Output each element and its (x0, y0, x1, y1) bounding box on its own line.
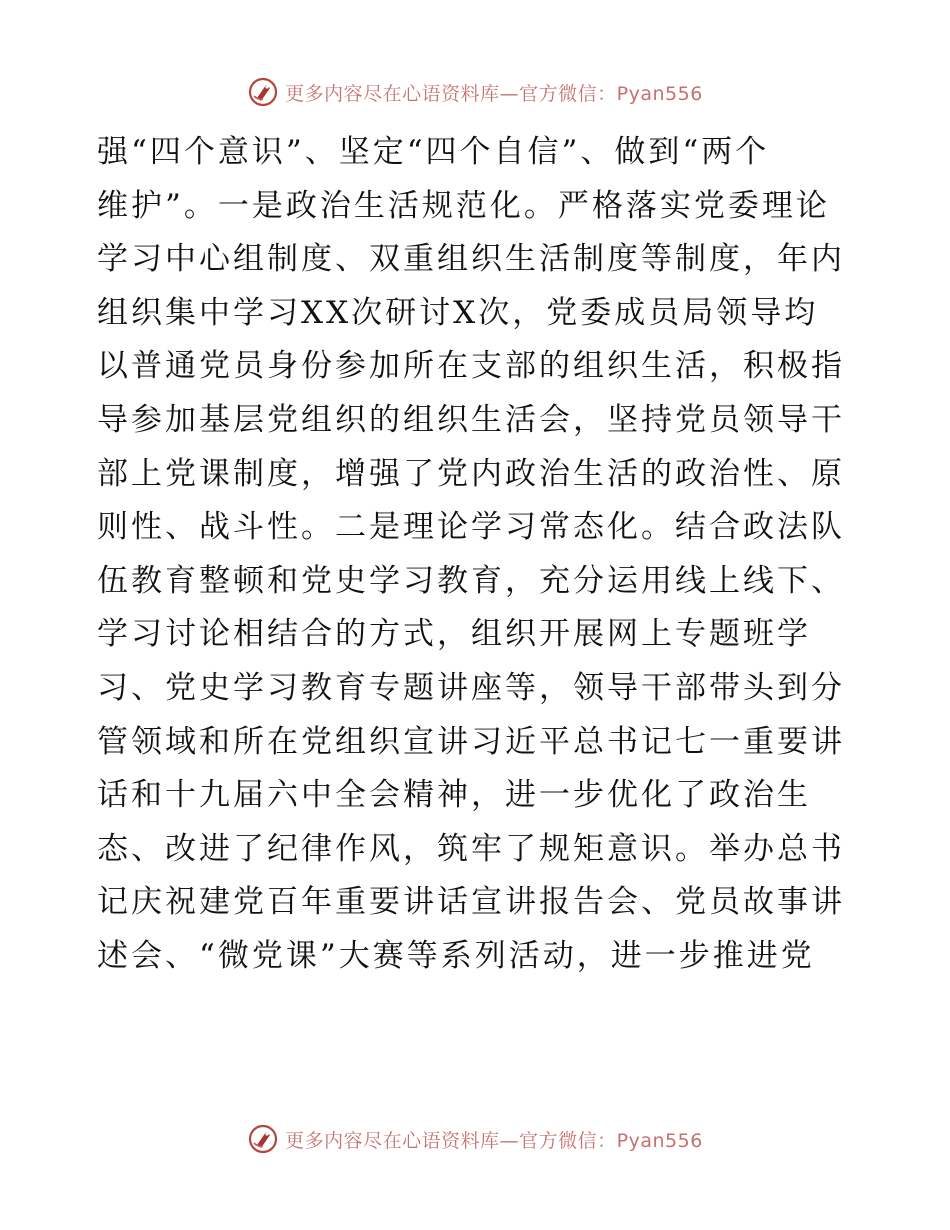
header-watermark (0, 72, 950, 112)
footer-text: 更多内容尽在心语资料库—官方微信：Pyan556 (285, 1129, 703, 1152)
body-line-11: 习、党史学习教育专题讲座等，领导干部带头到分 (97, 669, 845, 706)
footer-watermark (0, 1119, 950, 1159)
pen-nib-circle-icon (247, 76, 279, 108)
body-line-14: 态、改进了纪律作风，筑牢了规矩意识。举办总书 (97, 830, 845, 867)
body-line-2: 维护”。一是政治生活规范化。严格落实党委理论 (97, 187, 830, 224)
body-line-16: 述会、“微党课”大赛等系列活动，进一步推进党 (97, 937, 815, 974)
body-line-4: 组织集中学习XX次研讨X次，党委成员局领导均 (97, 294, 819, 331)
body-line-10: 学习讨论相结合的方式，组织开展网上专题班学 (97, 616, 811, 653)
body-line-9: 伍教育整顿和党史学习教育，充分运用线上线下、 (97, 562, 845, 599)
body-line-8: 则性、战斗性。二是理论学习常态化。结合政法队 (97, 509, 845, 546)
body-line-5: 以普通党员身份参加所在支部的组织生活，积极指 (97, 348, 845, 385)
body-line-12: 管领域和所在党组织宣讲习近平总书记七一重要讲 (97, 723, 845, 760)
body-line-7: 部上党课制度，增强了党内政治生活的政治性、原 (97, 455, 845, 492)
document-body (97, 126, 857, 984)
body-line-1: 强“四个意识”、坚定“四个自信”、做到“两个 (97, 134, 770, 170)
body-line-3: 学习中心组制度、双重组织生活制度等制度，年内 (97, 241, 845, 278)
body-line-13: 话和十九届六中全会精神，进一步优化了政治生 (97, 777, 811, 814)
body-line-6: 导参加基层党组织的组织生活会，坚持党员领导干 (97, 401, 845, 438)
header-text: 更多内容尽在心语资料库—官方微信：Pyan556 (285, 82, 703, 105)
body-line-15: 记庆祝建党百年重要讲话宣讲报告会、党员故事讲 (97, 884, 845, 921)
pen-nib-circle-icon (247, 1123, 279, 1155)
